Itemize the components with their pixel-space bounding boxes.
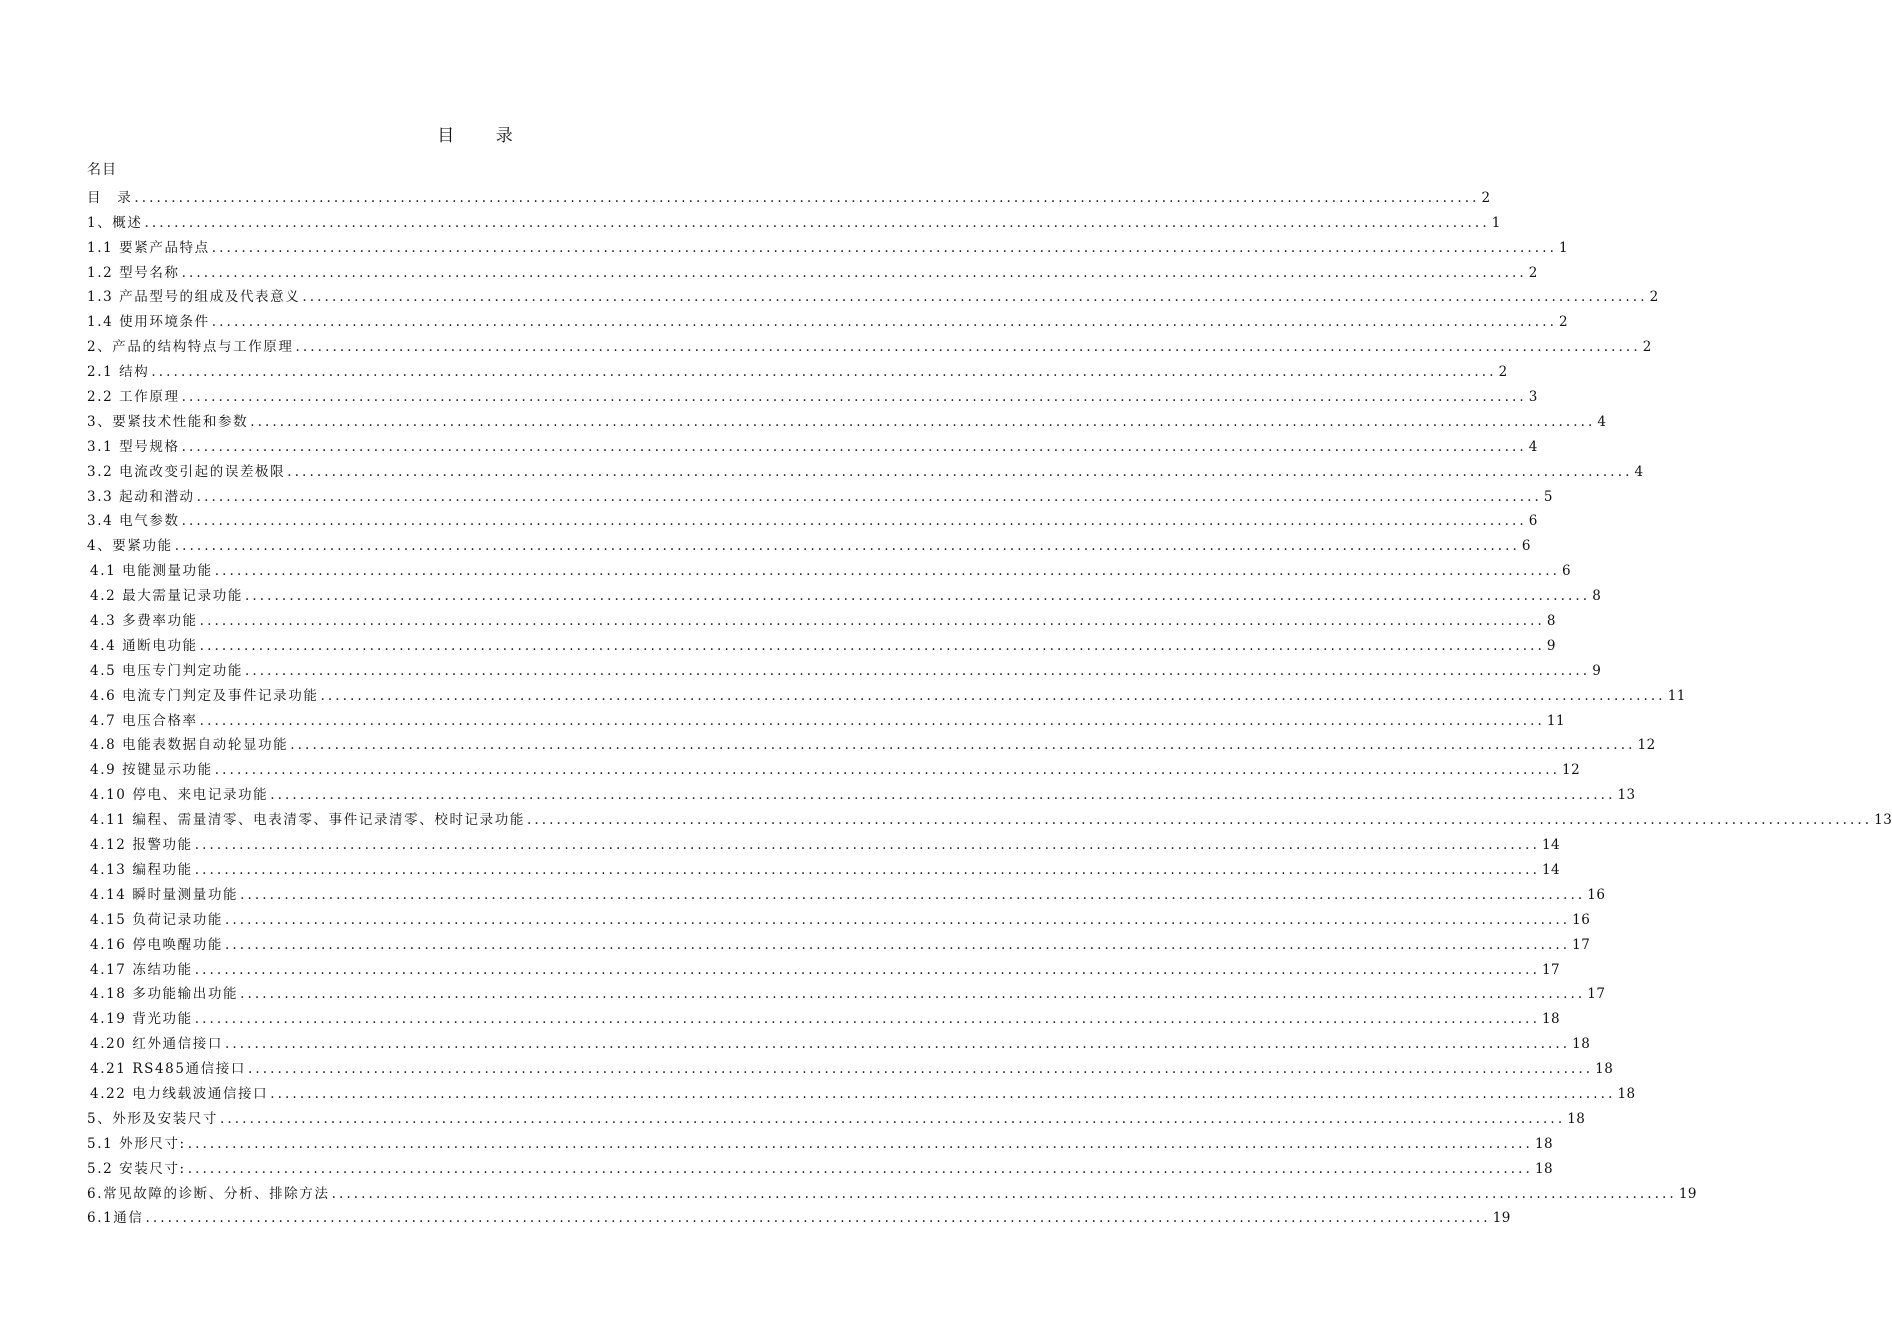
toc-entry[interactable] bbox=[87, 405, 1607, 430]
page-title: 目 录 bbox=[437, 126, 531, 146]
toc-entry-label: 1.1 要紧产品特点 bbox=[87, 239, 210, 256]
toc-leader-dots: ...................................................................................................................................................................................... bbox=[199, 712, 1545, 729]
toc-page-number: 19 bbox=[1492, 1210, 1511, 1227]
toc-entry-label: 2、产品的结构特点与工作原理 bbox=[87, 339, 294, 356]
toc-leader-dots: ...................................................................................................................................................................................... bbox=[295, 339, 1641, 356]
toc-page-number: 11 bbox=[1546, 712, 1566, 729]
toc-leader-dots: ...................................................................................................................................................................................... bbox=[214, 563, 1560, 580]
toc-leader-dots: ...................................................................................................................................................................................... bbox=[211, 314, 1557, 331]
toc-page-number: 8 bbox=[1546, 613, 1556, 630]
toc-entry-label: 4.3 多费率功能 bbox=[90, 613, 198, 630]
toc-entry[interactable] bbox=[87, 778, 1636, 804]
toc-page-number: 18 bbox=[1617, 1085, 1636, 1102]
toc-page-number: 16 bbox=[1572, 911, 1591, 928]
toc-leader-dots: ...................................................................................................................................................................................... bbox=[214, 762, 1560, 779]
toc-entry-label: 5.2 安装尺寸: bbox=[87, 1160, 186, 1177]
toc-leader-dots: ...................................................................................................................................................................................... bbox=[244, 588, 1591, 605]
toc-leader-dots: ...................................................................................................................................................................................... bbox=[320, 687, 1666, 704]
toc-page-number: 18 bbox=[1572, 1036, 1591, 1053]
toc-entry[interactable] bbox=[87, 629, 1556, 654]
toc-entry-label: 3.4 电气参数 bbox=[87, 513, 180, 530]
toc-leader-dots: ...................................................................................................................................................................................... bbox=[199, 637, 1545, 654]
toc-page-number: 8 bbox=[1592, 588, 1602, 605]
toc-page-number: 4 bbox=[1528, 438, 1538, 455]
toc-leader-dots: ...................................................................................................................................................................................... bbox=[181, 438, 1527, 455]
toc-entry-label: 3、要紧技术性能和参数 bbox=[87, 413, 249, 430]
toc-leader-dots: ...................................................................................................................................................................................... bbox=[181, 389, 1527, 406]
toc-entry-label: 5、外形及安装尺寸 bbox=[87, 1110, 218, 1127]
toc-entry-label: 2.1 结构 bbox=[87, 364, 150, 381]
toc-leader-dots: ...................................................................................................................................................................................... bbox=[211, 239, 1557, 256]
toc-page-number: 6 bbox=[1521, 538, 1532, 555]
toc-page-number: 19 bbox=[1678, 1185, 1697, 1202]
toc-leader-dots: ...................................................................................................................................................................................... bbox=[145, 1210, 1491, 1227]
toc-entry[interactable] bbox=[87, 1077, 1636, 1102]
toc-leader-dots: ...................................................................................................................................................................................... bbox=[526, 812, 1873, 829]
toc-entry-label: 1.4 使用环境条件 bbox=[87, 314, 210, 331]
toc-entry-label: 4.13 编程功能 bbox=[90, 861, 193, 878]
toc-entry[interactable] bbox=[87, 380, 1538, 406]
toc-entry-label: 6.常见故障的诊断、分析、排除方法 bbox=[87, 1185, 330, 1202]
toc-entry[interactable] bbox=[87, 330, 1652, 356]
toc-entry-label: 4.11 编程、需量清零、电表清零、事件记录清零、校时记录功能 bbox=[90, 812, 525, 829]
toc-entry[interactable] bbox=[87, 554, 1572, 580]
toc-entry-label: 4.18 多功能输出功能 bbox=[90, 986, 239, 1003]
toc-leader-dots: ...................................................................................................................................................................................... bbox=[290, 737, 1636, 754]
toc-entry-label: 2.2 工作原理 bbox=[87, 389, 180, 406]
toc-entry[interactable] bbox=[87, 181, 1491, 206]
toc-entry-label: 1.2 型号名称 bbox=[87, 264, 180, 281]
toc-page-number: 2 bbox=[1642, 339, 1652, 356]
toc-page-number: 17 bbox=[1587, 986, 1606, 1003]
toc-page-number: 1 bbox=[1491, 214, 1501, 231]
toc-leader-dots: ...................................................................................................................................................................................... bbox=[247, 1061, 1594, 1078]
toc-entry-label: 4.1 电能测量功能 bbox=[90, 563, 213, 580]
toc-entry[interactable] bbox=[87, 704, 1566, 729]
toc-page-number: 3 bbox=[1528, 389, 1538, 406]
toc-entry[interactable] bbox=[87, 579, 1602, 605]
toc-page-number: 18 bbox=[1595, 1061, 1614, 1078]
toc-entry[interactable] bbox=[87, 305, 1569, 331]
toc-entry-label: 4.6 电流专门判定及事件记录功能 bbox=[90, 687, 319, 704]
toc-entry-label: 4.21 RS485通信接口 bbox=[90, 1061, 246, 1078]
toc-entry[interactable] bbox=[87, 828, 1561, 854]
toc-leader-dots: ...................................................................................................................................................................................... bbox=[187, 1160, 1533, 1177]
toc-entry-label: 3.3 起动和潜动 bbox=[87, 488, 195, 505]
toc-page-number: 11 bbox=[1667, 687, 1686, 704]
toc-page-number: 12 bbox=[1561, 762, 1581, 779]
toc-entry-label: 1.3 产品型号的组成及代表意义 bbox=[87, 289, 301, 306]
toc-entry[interactable] bbox=[87, 281, 1659, 306]
toc-entry-label: 4.16 停电唤醒功能 bbox=[90, 936, 223, 953]
toc-page-number: 4 bbox=[1634, 463, 1644, 480]
toc-entry-label: 4.15 负荷记录功能 bbox=[90, 911, 223, 928]
toc-entry-label: 4.22 电力线载波通信接口 bbox=[90, 1085, 269, 1102]
toc-page-number: 4 bbox=[1597, 413, 1607, 430]
toc-entry[interactable] bbox=[87, 505, 1538, 530]
toc-entry-label: 4.9 按键显示功能 bbox=[90, 762, 213, 779]
toc-entry[interactable] bbox=[87, 1102, 1586, 1127]
toc-entry-label: 4.12 报警功能 bbox=[90, 837, 193, 854]
toc-entry-label: 3.1 型号规格 bbox=[87, 438, 180, 455]
toc-page-number: 17 bbox=[1572, 936, 1591, 953]
toc-entry-label: 4.10 停电、来电记录功能 bbox=[90, 787, 269, 804]
toc-entry-label: 4.7 电压合格率 bbox=[90, 712, 198, 729]
toc-page-number: 2 bbox=[1528, 264, 1538, 281]
toc-leader-dots: ...................................................................................................................................................................................... bbox=[196, 488, 1542, 505]
toc-leader-dots: ...................................................................................................................................................................................... bbox=[194, 837, 1540, 854]
table-of-contents bbox=[87, 181, 1892, 1227]
toc-page-number: 2 bbox=[1498, 364, 1508, 381]
toc-entry[interactable] bbox=[87, 604, 1556, 630]
toc-entry-label: 4.4 通断电功能 bbox=[90, 637, 198, 654]
toc-entry[interactable] bbox=[87, 1202, 1511, 1227]
toc-entry[interactable] bbox=[87, 256, 1538, 281]
section-label: 名目 bbox=[87, 162, 117, 178]
toc-entry[interactable] bbox=[87, 679, 1686, 704]
toc-leader-dots: ...................................................................................................................................................................................... bbox=[270, 1085, 1616, 1102]
toc-entry-label: 4、要紧功能 bbox=[87, 538, 173, 555]
toc-leader-dots: ...................................................................................................................................................................................... bbox=[287, 463, 1633, 480]
toc-leader-dots: ...................................................................................................................................................................................... bbox=[224, 936, 1571, 953]
toc-page-number: 18 bbox=[1534, 1135, 1554, 1152]
toc-leader-dots: ...................................................................................................................................................................................... bbox=[240, 986, 1586, 1003]
toc-leader-dots: ...................................................................................................................................................................................... bbox=[270, 787, 1616, 804]
toc-entry[interactable] bbox=[87, 455, 1644, 480]
toc-page-number: 14 bbox=[1541, 861, 1561, 878]
toc-page-number: 18 bbox=[1567, 1110, 1586, 1127]
toc-entry-label: 目 录 bbox=[87, 189, 133, 206]
toc-entry-label: 4.14 瞬时量测量功能 bbox=[90, 886, 239, 903]
toc-leader-dots: ...................................................................................................................................................................................... bbox=[220, 1110, 1566, 1127]
toc-leader-dots: ...................................................................................................................................................................................... bbox=[187, 1135, 1533, 1152]
toc-page-number: 6 bbox=[1528, 513, 1538, 530]
toc-entry[interactable] bbox=[87, 430, 1538, 455]
toc-entry[interactable] bbox=[87, 480, 1553, 505]
toc-entry[interactable] bbox=[87, 928, 1591, 953]
toc-entry[interactable] bbox=[87, 206, 1501, 231]
toc-entry-label: 4.8 电能表数据自动轮显功能 bbox=[90, 737, 289, 754]
toc-leader-dots: ...................................................................................................................................................................................... bbox=[224, 1036, 1571, 1053]
toc-entry[interactable] bbox=[87, 903, 1591, 928]
toc-leader-dots: ...................................................................................................................................................................................... bbox=[250, 413, 1596, 430]
toc-entry[interactable] bbox=[87, 729, 1656, 754]
toc-leader-dots: ...................................................................................................................................................................................... bbox=[151, 364, 1497, 381]
toc-leader-dots: ...................................................................................................................................................................................... bbox=[181, 264, 1527, 281]
toc-page-number: 18 bbox=[1534, 1160, 1554, 1177]
toc-entry[interactable] bbox=[87, 853, 1561, 878]
toc-entry[interactable] bbox=[87, 803, 1892, 829]
toc-page-number: 6 bbox=[1561, 563, 1572, 580]
toc-leader-dots: ...................................................................................................................................................................................... bbox=[224, 911, 1571, 928]
toc-page-number: 9 bbox=[1546, 637, 1556, 654]
toc-leader-dots: ...................................................................................................................................................................................... bbox=[244, 662, 1591, 679]
toc-entry[interactable] bbox=[87, 1002, 1561, 1028]
toc-leader-dots: ...................................................................................................................................................................................... bbox=[302, 289, 1648, 306]
toc-entry-label: 4.19 背光功能 bbox=[90, 1011, 193, 1028]
toc-page-number: 2 bbox=[1481, 189, 1491, 206]
toc-entry-label: 1、概述 bbox=[87, 214, 143, 231]
toc-leader-dots: ...................................................................................................................................................................................... bbox=[194, 861, 1540, 878]
toc-page-number: 2 bbox=[1558, 314, 1569, 331]
toc-entry[interactable] bbox=[87, 978, 1606, 1003]
toc-entry-label: 5.1 外形尺寸: bbox=[87, 1135, 186, 1152]
toc-entry-label: 4.2 最大需量记录功能 bbox=[90, 588, 243, 605]
toc-entry[interactable] bbox=[87, 355, 1508, 381]
toc-entry[interactable] bbox=[87, 1177, 1697, 1202]
toc-leader-dots: ...................................................................................................................................................................................... bbox=[194, 961, 1540, 978]
toc-page-number: 17 bbox=[1541, 961, 1561, 978]
toc-leader-dots: ...................................................................................................................................................................................... bbox=[199, 613, 1545, 630]
toc-entry[interactable] bbox=[87, 753, 1581, 779]
toc-entry-label: 4.5 电压专门判定功能 bbox=[90, 662, 243, 679]
toc-page-number: 16 bbox=[1587, 886, 1606, 903]
toc-page-number: 1 bbox=[1558, 239, 1569, 256]
toc-page-number: 2 bbox=[1649, 289, 1659, 306]
toc-entry[interactable] bbox=[87, 231, 1569, 256]
toc-leader-dots: ...................................................................................................................................................................................... bbox=[331, 1185, 1677, 1202]
toc-page-number: 12 bbox=[1637, 737, 1656, 754]
toc-page-number: 9 bbox=[1592, 662, 1602, 679]
toc-entry[interactable] bbox=[87, 654, 1602, 679]
toc-entry-label: 4.20 红外通信接口 bbox=[90, 1036, 223, 1053]
toc-page-number: 13 bbox=[1617, 787, 1636, 804]
toc-page-number: 5 bbox=[1543, 488, 1553, 505]
toc-entry[interactable] bbox=[87, 529, 1532, 555]
toc-page-number: 18 bbox=[1541, 1011, 1561, 1028]
toc-leader-dots: ...................................................................................................................................................................................... bbox=[194, 1011, 1540, 1028]
toc-entry[interactable] bbox=[87, 1052, 1614, 1078]
toc-leader-dots: ...................................................................................................................................................................................... bbox=[144, 214, 1490, 231]
toc-entry-label: 4.17 冻结功能 bbox=[90, 961, 193, 978]
toc-entry[interactable] bbox=[87, 1027, 1591, 1053]
toc-entry[interactable] bbox=[87, 953, 1561, 978]
toc-leader-dots: ...................................................................................................................................................................................... bbox=[181, 513, 1527, 530]
toc-entry-label: 6.1通信 bbox=[87, 1210, 144, 1227]
toc-leader-dots: ...................................................................................................................................................................................... bbox=[134, 189, 1480, 206]
toc-entry-label: 3.2 电流改变引起的误差极限 bbox=[87, 463, 286, 480]
toc-page-number: 13 bbox=[1874, 812, 1892, 829]
toc-entry[interactable] bbox=[87, 1127, 1554, 1152]
toc-leader-dots: ...................................................................................................................................................................................... bbox=[174, 538, 1520, 555]
toc-page-number: 14 bbox=[1541, 837, 1561, 854]
toc-leader-dots: ...................................................................................................................................................................................... bbox=[240, 886, 1586, 903]
toc-entry[interactable] bbox=[87, 878, 1606, 903]
toc-entry[interactable] bbox=[87, 1152, 1554, 1177]
